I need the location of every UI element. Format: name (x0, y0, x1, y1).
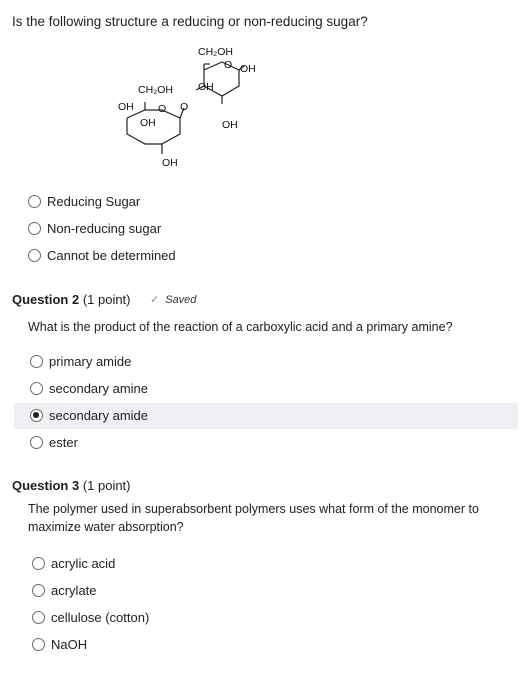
radio-button[interactable] (32, 611, 45, 624)
checkmark-icon: ✓ (150, 294, 160, 306)
option-label: NaOH (51, 637, 88, 652)
saved-status (150, 293, 196, 306)
question-2-options (30, 348, 148, 456)
radio-button[interactable] (32, 557, 45, 570)
question-points: (1 point) (82, 292, 131, 307)
radio-button[interactable] (28, 222, 41, 235)
option-label: secondary amide (49, 408, 148, 423)
radio-button[interactable] (28, 195, 41, 208)
question-3-text-line-1: The polymer used in superabsorbent polymers uses what form of the monomer to (28, 502, 479, 516)
question-3-heading (12, 478, 131, 493)
option-label: acrylate (51, 583, 97, 598)
q1-option-reducing-sugar[interactable] (28, 188, 176, 215)
option-label: cellulose (cotton) (51, 610, 150, 625)
q3-option-acrylic-acid[interactable] (32, 550, 149, 577)
radio-button-selected[interactable] (30, 409, 43, 422)
question-points: (1 point) (82, 478, 131, 493)
radio-button[interactable] (30, 436, 43, 449)
question-title: Question 2 (12, 292, 80, 307)
option-label: ester (49, 435, 78, 450)
q1-option-cannot-be-determined[interactable] (28, 242, 176, 269)
question-3-text-line-2: maximize water absorption? (28, 520, 184, 534)
q2-option-secondary-amide[interactable] (30, 402, 148, 429)
option-label: secondary amine (49, 381, 148, 396)
svg-text:CH₂OH: CH₂OH (198, 46, 233, 58)
radio-button[interactable] (32, 584, 45, 597)
question-2-text: What is the product of the reaction of a carboxylic acid and a primary amine? (28, 320, 453, 334)
q1-option-non-reducing-sugar[interactable] (28, 215, 176, 242)
radio-button[interactable] (28, 249, 41, 262)
svg-text:O: O (158, 103, 167, 115)
saved-label: Saved (165, 293, 197, 306)
disaccharide-structure-image (112, 38, 272, 170)
radio-button[interactable] (30, 382, 43, 395)
question-title: Question 3 (12, 478, 80, 493)
svg-text:CH₂OH: CH₂OH (138, 84, 173, 96)
question-3-text (28, 500, 479, 536)
option-label: acrylic acid (51, 556, 116, 571)
svg-text:O: O (180, 101, 189, 113)
radio-button[interactable] (32, 638, 45, 651)
svg-text:O: O (224, 59, 233, 71)
radio-button[interactable] (30, 355, 43, 368)
option-label: primary amide (49, 354, 132, 369)
q3-option-acrylate[interactable] (32, 577, 149, 604)
question-1-options (28, 188, 176, 269)
q2-option-secondary-amine[interactable] (30, 375, 148, 402)
question-1-text: Is the following structure a reducing or non-reducing sugar? (12, 14, 368, 29)
q3-option-naoh[interactable] (32, 631, 149, 658)
question-2-heading (12, 292, 131, 307)
question-3-options (32, 550, 149, 658)
option-label: Cannot be determined (47, 248, 176, 263)
option-label: Non-reducing sugar (47, 221, 162, 236)
svg-text:OH: OH (198, 81, 214, 93)
option-label: Reducing Sugar (47, 194, 141, 209)
svg-text:OH: OH (162, 157, 178, 169)
svg-text:OH: OH (118, 101, 134, 113)
q2-option-ester[interactable] (30, 429, 148, 456)
svg-text:OH: OH (240, 63, 256, 75)
svg-text:OH: OH (222, 119, 238, 131)
q3-option-cellulose[interactable] (32, 604, 149, 631)
svg-text:OH: OH (140, 117, 156, 129)
q2-option-primary-amide[interactable] (30, 348, 148, 375)
